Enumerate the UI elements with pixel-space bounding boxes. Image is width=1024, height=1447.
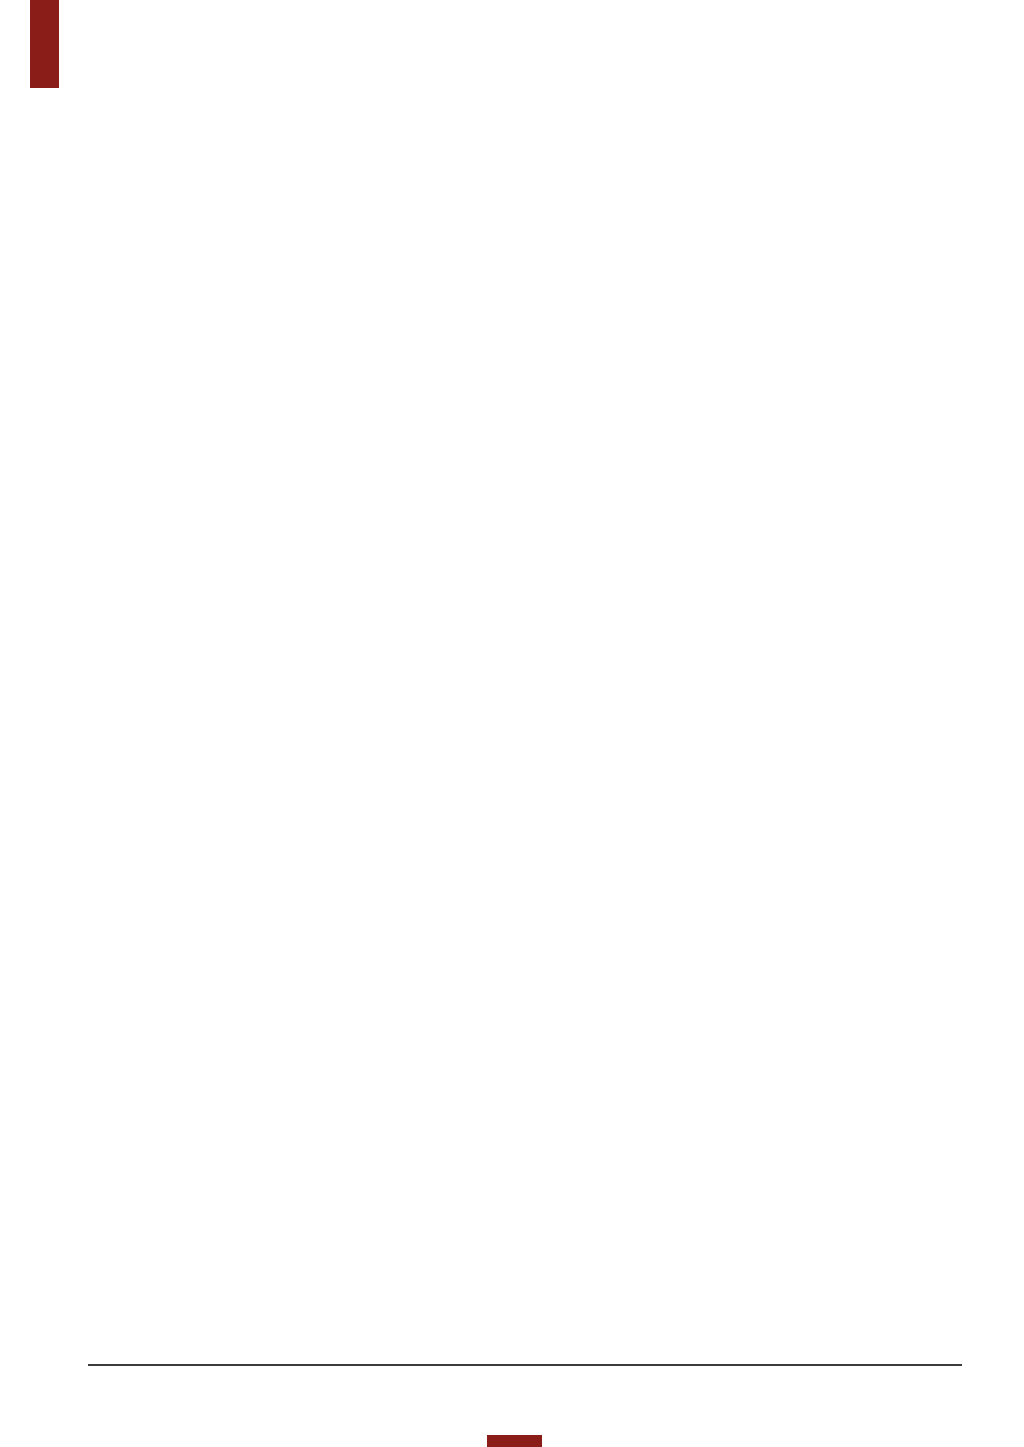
toc-content: [0, 0, 1024, 93]
chapter-tab-marker: [30, 0, 59, 88]
footer-divider: [88, 1364, 962, 1366]
page-bottom-marker: [487, 1435, 542, 1447]
